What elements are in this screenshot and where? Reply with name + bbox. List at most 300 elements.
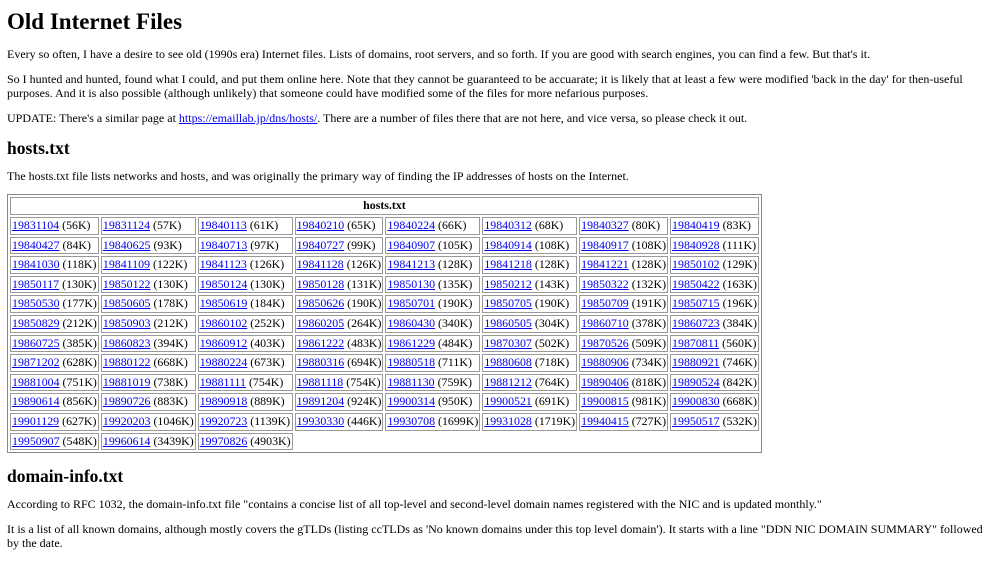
table-row [10,393,759,411]
file-link[interactable]: 19880122 [102,355,151,370]
file-size: (177K) [62,296,97,311]
file-size: (694K) [347,355,382,370]
file-cell [101,413,196,431]
page-title: Old Internet Files [7,9,183,34]
file-size: (889K) [250,394,285,409]
file-size: (1046K) [153,413,194,428]
file-size: (131K) [347,276,382,291]
file-size: (178K) [153,296,188,311]
file-link[interactable]: 19840419 [672,218,720,233]
file-link[interactable]: 19840928 [672,237,720,252]
file-cell [101,276,196,294]
file-cell [295,256,384,274]
file-size: (163K) [722,276,757,291]
file-cell [101,354,196,372]
file-size: (68K) [534,218,564,233]
file-cell [198,256,293,274]
file-size: (132K) [631,276,667,291]
file-link[interactable]: 19881212 [484,374,532,389]
file-size: (842K) [722,374,757,389]
file-size: (446K) [347,413,382,428]
file-cell [198,237,293,255]
file-size: (108K) [534,237,570,252]
update-suffix: . There are a number of files there that are not here, and vice versa, so please check it out. [317,111,748,126]
file-cell [670,335,759,353]
file-cell [670,237,759,255]
file-cell [670,256,759,274]
file-cell [101,295,196,313]
file-cell [579,276,668,294]
file-size: (628K) [62,355,97,370]
file-link[interactable]: 19850709 [581,296,629,311]
file-size: (764K) [534,374,570,389]
file-size: (184K) [250,296,285,311]
file-cell [198,276,293,294]
file-size: (128K) [534,257,570,272]
page [0,9,1000,550]
file-cell [101,393,196,411]
file-cell [198,374,293,392]
file-link[interactable]: 19841128 [296,257,344,272]
file-cell [579,217,668,235]
file-cell [579,413,668,431]
file-link[interactable]: 19881118 [296,374,344,389]
file-link[interactable]: 19880906 [581,355,629,370]
file-cell [10,256,99,274]
file-cell [385,413,480,431]
file-link[interactable]: 19860710 [581,316,629,330]
file-link[interactable]: 19840327 [581,218,629,233]
hosts-heading: hosts.txt [7,138,70,159]
file-size: (627K) [62,413,97,428]
file-size: (754K) [346,374,381,389]
domain-info-rfc-paragraph: According to RFC 1032, the domain-info.txt file "contains a concise list of all top-level and second-level domain names registered with the NIC and is updated monthly." [7,497,822,512]
file-cell [101,315,196,333]
file-link[interactable]: 19840210 [296,218,345,233]
file-size: (924K) [347,394,382,409]
file-link[interactable]: 19850715 [672,296,720,311]
file-link[interactable]: 19840727 [296,237,345,252]
file-cell [482,413,577,431]
file-link[interactable]: 19860505 [484,316,532,330]
file-link[interactable]: 19881130 [387,374,435,389]
file-size: (340K) [438,316,473,330]
file-size: (950K) [438,394,473,409]
file-link[interactable]: 19840312 [484,218,532,233]
file-link[interactable]: 19950517 [672,413,720,428]
file-size: (122K) [153,257,188,272]
file-link[interactable]: 19850605 [102,296,151,311]
file-link[interactable]: 19891204 [296,394,345,409]
file-cell [482,237,577,255]
file-link[interactable]: 19841123 [199,257,247,272]
file-link[interactable]: 19860102 [199,316,248,330]
file-size: (4903K) [250,433,291,448]
file-size: (718K) [534,355,570,370]
file-link[interactable]: 19850626 [296,296,345,311]
file-link[interactable]: 19840625 [102,237,151,252]
file-link[interactable]: 19890524 [672,374,720,389]
file-cell [10,335,99,353]
file-cell [385,374,480,392]
file-size: (378K) [631,316,667,330]
file-link[interactable]: 19860823 [102,335,151,350]
file-link[interactable]: 19860723 [672,316,720,330]
file-size: (252K) [250,316,285,330]
file-cell [295,335,384,353]
file-cell [198,433,293,451]
file-cell [385,237,480,255]
file-link[interactable]: 19841218 [484,257,532,272]
file-cell [385,256,480,274]
file-cell [101,433,196,451]
file-cell [295,413,384,431]
file-link[interactable]: 19840713 [199,237,248,252]
file-size: (818K) [631,374,667,389]
file-size: (484K) [438,335,473,350]
file-cell [101,374,196,392]
file-size: (61K) [249,218,279,233]
file-size: (128K) [631,257,667,272]
file-cell [10,374,99,392]
file-link[interactable]: 19840427 [12,237,60,252]
file-link[interactable]: 19841221 [581,257,629,272]
hosts-table-caption: hosts.txt [10,197,759,215]
file-size: (385K) [62,335,97,350]
file-cell [670,276,759,294]
file-size: (883K) [153,394,188,409]
update-prefix: UPDATE: There's a similar page at [7,111,179,126]
file-link[interactable]: 19850701 [387,296,436,311]
file-link[interactable]: 19870526 [581,335,629,350]
file-cell [482,217,577,235]
file-link[interactable]: 19880518 [387,355,436,370]
file-size: (130K) [250,276,285,291]
file-cell [579,295,668,313]
file-link[interactable]: 19850322 [581,276,629,291]
file-size: (66K) [438,218,467,233]
file-size: (126K) [346,257,382,272]
file-size: (196K) [722,296,757,311]
file-size: (190K) [347,296,382,311]
file-size: (738K) [153,374,188,389]
file-link[interactable]: 19900815 [581,394,629,409]
file-link[interactable]: 19901129 [12,413,60,428]
file-link[interactable]: 19970826 [199,433,248,448]
file-cell [10,276,99,294]
emaillab-link[interactable]: https://emaillab.jp/dns/hosts/ [178,111,318,126]
table-row [10,354,759,372]
file-cell [385,295,480,313]
file-link[interactable]: 19890614 [12,394,60,409]
file-size: (84K) [62,237,91,252]
file-link[interactable]: 19861229 [387,335,436,350]
file-size: (673K) [250,355,285,370]
file-link[interactable]: 19850212 [484,276,532,291]
file-link[interactable]: 19850130 [387,276,436,291]
file-cell [482,374,577,392]
file-cell [482,393,577,411]
file-size: (105K) [438,237,473,252]
file-cell [482,335,577,353]
file-size: (1719K) [534,413,576,428]
file-cell [10,413,99,431]
file-cell [482,315,577,333]
file-size: (143K) [534,276,570,291]
file-link[interactable]: 19850117 [12,276,60,291]
file-link[interactable]: 19870811 [672,335,720,350]
file-link[interactable]: 19850422 [672,276,720,291]
file-size: (746K) [722,355,757,370]
file-cell [198,354,293,372]
file-link[interactable]: 19871202 [12,355,60,370]
file-size: (668K) [722,394,757,409]
file-size: (734K) [631,355,667,370]
table-row [10,433,759,451]
file-link[interactable]: 19840224 [387,218,436,233]
file-link[interactable]: 19890726 [102,394,151,409]
file-link[interactable]: 19881111 [199,374,246,389]
table-row [10,413,759,431]
file-cell [295,295,384,313]
file-link[interactable]: 19860205 [296,316,345,330]
table-row [10,335,759,353]
file-cell [579,374,668,392]
file-cell [385,276,480,294]
file-size: (548K) [62,433,97,448]
intro-paragraph: Every so often, I have a desire to see old (1990s era) Internet files. Lists of domains, root servers, and so forth. If you are good with search engines, you can find a few. But that's it. [7,47,871,62]
file-cell [385,315,480,333]
file-size: (264K) [347,316,382,330]
file-link[interactable]: 19850102 [672,257,720,272]
file-cell [10,217,99,235]
file-size: (691K) [534,394,570,409]
file-size: (56K) [62,218,91,233]
table-row [10,256,759,274]
file-size: (212K) [62,316,97,330]
file-cell [101,237,196,255]
file-cell [670,315,759,333]
file-link[interactable]: 19840113 [199,218,247,233]
file-size: (1699K) [438,413,479,428]
file-link[interactable]: 19920203 [102,413,151,428]
file-cell [385,354,480,372]
file-cell [295,217,384,235]
domain-info-heading: domain-info.txt [7,466,124,487]
file-size: (135K) [438,276,473,291]
file-cell [579,354,668,372]
file-cell [198,335,293,353]
file-link[interactable]: 19841030 [12,257,60,272]
file-link[interactable]: 19950907 [12,433,60,448]
file-size: (668K) [153,355,188,370]
file-link[interactable]: 19840917 [581,237,629,252]
file-size: (97K) [250,237,279,252]
file-cell [670,217,759,235]
file-size: (57K) [153,218,182,233]
file-link[interactable]: 19831104 [12,218,60,233]
file-link[interactable]: 19930708 [387,413,436,428]
file-size: (532K) [722,413,757,428]
table-row [10,374,759,392]
file-link[interactable]: 19831124 [102,218,151,233]
file-size: (212K) [153,316,188,330]
file-size: (3439K) [153,433,194,448]
table-row [10,237,759,255]
table-row [10,295,759,313]
file-cell [670,413,759,431]
hosts-files-table [7,194,762,453]
file-link[interactable]: 19880921 [672,355,720,370]
file-link[interactable]: 19940415 [581,413,629,428]
file-size: (83K) [722,218,751,233]
file-size: (502K) [534,335,570,350]
file-cell [670,374,759,392]
file-size: (130K) [62,276,97,291]
file-link[interactable]: 19880316 [296,355,345,370]
file-cell [101,256,196,274]
table-row [10,315,759,333]
file-size: (751K) [62,374,97,389]
file-size: (384K) [722,316,757,330]
file-link[interactable]: 19850122 [102,276,151,291]
file-link[interactable]: 19850124 [199,276,248,291]
hosts-table-body [10,217,759,450]
file-size: (190K) [438,296,473,311]
file-cell [10,315,99,333]
file-size: (394K) [153,335,188,350]
file-link[interactable]: 19880224 [199,355,248,370]
file-link[interactable]: 19890918 [199,394,248,409]
file-cell [295,315,384,333]
file-cell [579,237,668,255]
file-cell [295,374,384,392]
file-cell [198,315,293,333]
file-size: (118K) [62,257,97,272]
file-size: (759K) [437,374,472,389]
file-cell [10,354,99,372]
file-link[interactable]: 19960614 [102,433,151,448]
file-link[interactable]: 19850619 [199,296,248,311]
file-link[interactable]: 19880608 [484,355,532,370]
file-cell [295,237,384,255]
file-cell [385,393,480,411]
file-cell [385,335,480,353]
file-size: (128K) [438,257,473,272]
file-cell [670,393,759,411]
file-link[interactable]: 19850530 [12,296,60,311]
file-size: (304K) [534,316,570,330]
file-cell [670,354,759,372]
disclaimer-paragraph: So I hunted and hunted, found what I could, and put them online here. Note that they cannot be guaranteed to be accuarate; it is likely that at least a few were modified 'back in the day' for then-useful purposes. And it is also possible (although unlikely) that someone could have modified some of the files for more nefarious purposes. [7,72,963,101]
file-cell [10,295,99,313]
file-size: (130K) [153,276,188,291]
table-row [10,217,759,235]
file-cell [10,237,99,255]
file-size: (99K) [347,237,376,252]
file-link[interactable]: 19900830 [672,394,720,409]
file-cell [198,413,293,431]
file-link[interactable]: 19850705 [484,296,532,311]
file-size: (93K) [153,237,182,252]
file-cell [10,433,99,451]
file-size: (981K) [631,394,667,409]
file-link[interactable]: 19900314 [387,394,436,409]
file-link[interactable]: 19930330 [296,413,345,428]
file-link[interactable]: 19841109 [102,257,151,272]
file-cell [482,295,577,313]
file-cell [579,393,668,411]
file-size: (560K) [722,335,757,350]
file-size: (403K) [250,335,285,350]
file-size: (111K) [722,237,757,252]
file-size: (108K) [631,237,667,252]
file-size: (190K) [534,296,570,311]
file-size: (80K) [631,218,661,233]
file-cell [482,276,577,294]
domain-info-description: It is a list of all known domains, although mostly covers the gTLDs (listing ccTLDs as 'No known domains under this top level domain'). It starts with a line "DDN NIC DOMAIN SUMMARY" followed by the date. [7,522,983,551]
file-size: (126K) [249,257,285,272]
file-link[interactable]: 19850128 [296,276,345,291]
file-link[interactable]: 19900521 [484,394,532,409]
file-size: (191K) [631,296,667,311]
file-cell [579,335,668,353]
file-cell [579,315,668,333]
file-cell [198,393,293,411]
file-link[interactable]: 19850903 [102,316,151,330]
file-link[interactable]: 19860725 [12,335,60,350]
file-size: (509K) [631,335,667,350]
file-link[interactable]: 19920723 [199,413,248,428]
file-cell [101,217,196,235]
file-cell [101,335,196,353]
file-size: (129K) [722,257,757,272]
file-size: (65K) [347,218,376,233]
file-size: (1139K) [250,413,291,428]
file-cell [385,217,480,235]
file-link[interactable]: 19890406 [581,374,629,389]
file-cell [198,217,293,235]
file-link[interactable]: 19861222 [296,335,345,350]
file-cell [482,256,577,274]
file-cell [10,393,99,411]
file-cell [198,295,293,313]
table-row [10,276,759,294]
file-cell [295,276,384,294]
file-size: (754K) [248,374,284,389]
file-size: (727K) [631,413,667,428]
file-size: (711K) [438,355,472,370]
file-link[interactable]: 19870307 [484,335,532,350]
file-link[interactable]: 19840914 [484,237,532,252]
file-link[interactable]: 19860430 [387,316,436,330]
update-paragraph [7,111,993,125]
hosts-description: The hosts.txt file lists networks and hosts, and was originally the primary way of finding the IP addresses of hosts on the Internet. [7,169,629,184]
file-link[interactable]: 19840907 [387,237,436,252]
file-size: (856K) [62,394,97,409]
file-size: (483K) [347,335,382,350]
file-link[interactable]: 19850829 [12,316,60,330]
file-cell [295,354,384,372]
file-cell [482,354,577,372]
file-link[interactable]: 19931028 [484,413,532,428]
file-link[interactable]: 19860912 [199,335,248,350]
file-link[interactable]: 19881019 [102,374,151,389]
file-link[interactable]: 19881004 [12,374,60,389]
file-cell [670,295,759,313]
file-link[interactable]: 19841213 [387,257,436,272]
file-cell [295,393,384,411]
